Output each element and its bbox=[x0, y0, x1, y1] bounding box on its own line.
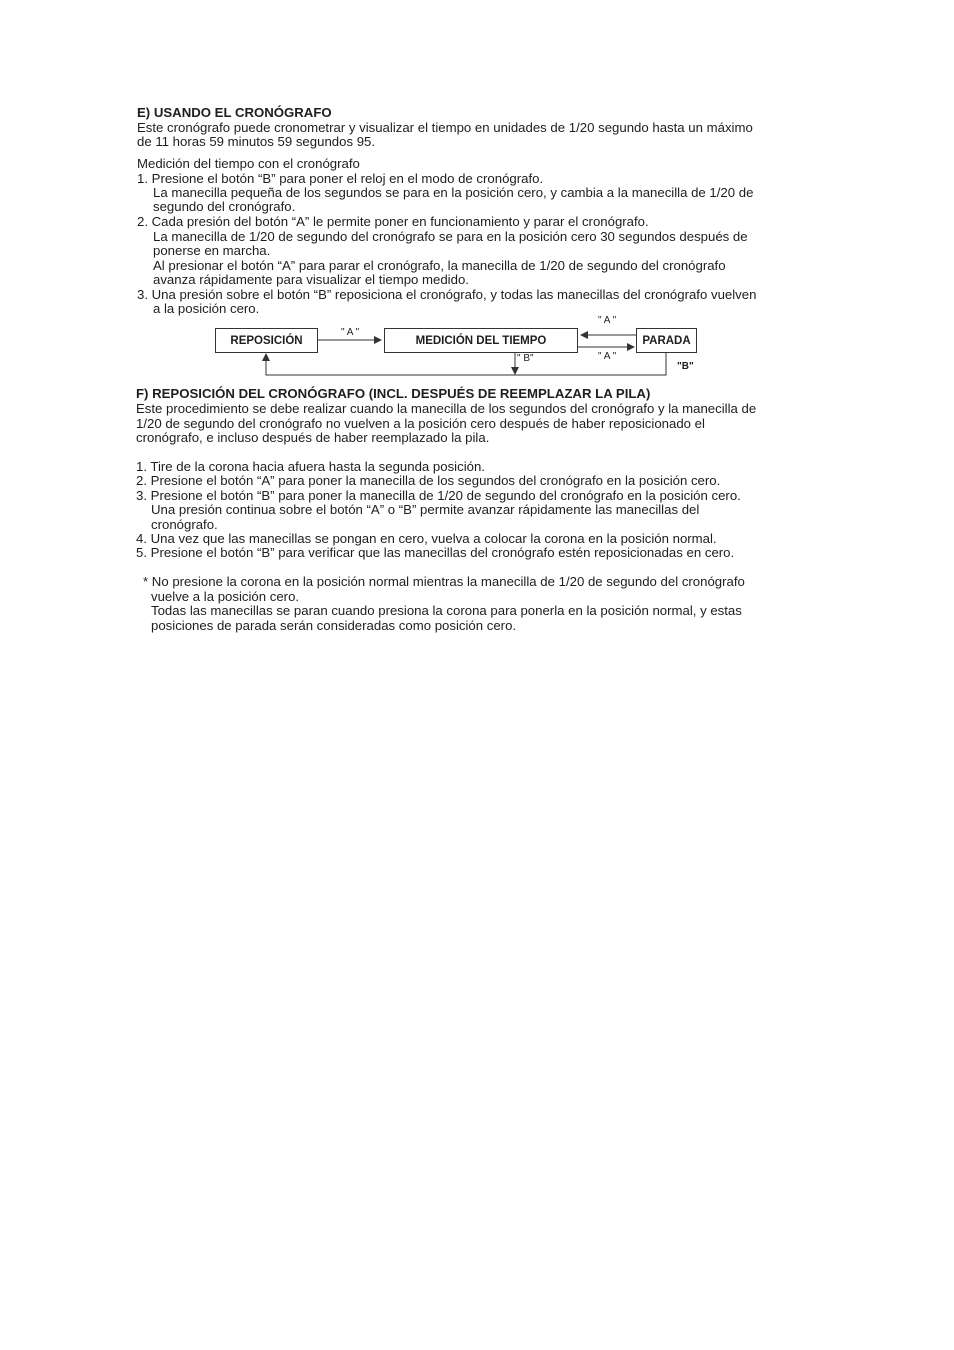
section-e-step-3-detail: a la posición cero. bbox=[153, 301, 260, 316]
box-time-measurement: MEDICIÓN DEL TIEMPO bbox=[384, 328, 578, 353]
section-f-intro-line: 1/20 de segundo del cronógrafo no vuelven a la posición cero después de haber reposicionado el bbox=[136, 416, 705, 431]
label-button-a: " A " bbox=[598, 315, 617, 326]
section-f-note-line: vuelve a la posición cero. bbox=[151, 589, 300, 604]
section-f-note-line: Todas las manecillas se paran cuando presiona la corona para ponerla en la posición normal, y estas bbox=[151, 603, 742, 618]
section-e-step-2: 2. Cada presión del botón “A” le permite poner en funcionamiento y parar el cronógrafo. bbox=[137, 214, 649, 229]
section-e-step-2-detail: avanza rápidamente para visualizar el tiempo medido. bbox=[153, 272, 469, 287]
section-e-step-1: 1. Presione el botón “B” para poner el reloj en el modo de cronógrafo. bbox=[137, 171, 544, 186]
section-e-intro-line: Este cronógrafo puede cronometrar y visualizar el tiempo en unidades de 1/20 segundo hasta un máximo bbox=[137, 120, 753, 135]
section-f-intro-line: cronógrafo, e incluso después de haber reemplazado la pila. bbox=[136, 430, 490, 445]
section-f-note-line: posiciones de parada serán consideradas como posición cero. bbox=[151, 618, 517, 633]
box-reset: REPOSICIÓN bbox=[215, 328, 318, 353]
section-f-step-3-detail: cronógrafo. bbox=[151, 517, 218, 532]
section-f-note: * No presione la corona en la posición normal mientras la manecilla de 1/20 de segundo del cronógrafo bbox=[143, 574, 745, 589]
section-f-heading: F) REPOSICIÓN DEL CRONÓGRAFO (INCL. DESPUÉS DE REEMPLAZAR LA PILA) bbox=[136, 386, 651, 401]
section-f-step-3: 3. Presione el botón “B” para poner la manecilla de 1/20 de segundo del cronógrafo en la posición cero. bbox=[136, 488, 741, 503]
section-e-step-2-detail: ponerse en marcha. bbox=[153, 243, 271, 258]
section-f-step-5: 5. Presione el botón “B” para verificar que las manecillas del cronógrafo estén reposicionadas en cero. bbox=[136, 545, 735, 560]
label-button-a: " A " bbox=[341, 327, 360, 338]
label-button-b: " B" bbox=[517, 353, 534, 364]
label-button-a: " A " bbox=[598, 351, 617, 362]
section-f-step-4: 4. Una vez que las manecillas se pongan en cero, vuelva a colocar la corona en la posición normal. bbox=[136, 531, 717, 546]
section-f-step-3-detail: Una presión continua sobre el botón “A” o “B” permite avanzar rápidamente las manecillas del bbox=[151, 502, 700, 517]
section-f-intro-line: Este procedimiento se debe realizar cuando la manecilla de los segundos del cronógrafo y la manecilla de bbox=[136, 401, 757, 416]
section-e-step-3: 3. Una presión sobre el botón “B” reposiciona el cronógrafo, y todas las manecillas del cronógrafo vuelven bbox=[137, 287, 757, 302]
box-stop: PARADA bbox=[636, 328, 697, 353]
section-e-step-1-detail: segundo del cronógrafo. bbox=[153, 199, 296, 214]
section-e-step-2-detail: Al presionar el botón “A” para parar el cronógrafo, la manecilla de 1/20 de segundo del cronógrafo bbox=[153, 258, 726, 273]
section-e-subheading: Medición del tiempo con el cronógrafo bbox=[137, 156, 360, 171]
section-e-step-1-detail: La manecilla pequeña de los segundos se para en la posición cero, y cambia a la manecilla de 1/20 de bbox=[153, 185, 754, 200]
section-f-step-2: 2. Presione el botón “A” para poner la manecilla de los segundos del cronógrafo en la posición cero. bbox=[136, 473, 721, 488]
section-e-step-2-detail: La manecilla de 1/20 de segundo del cronógrafo se para en la posición cero 30 segundos después de bbox=[153, 229, 748, 244]
section-e-intro-line: de 11 horas 59 minutos 59 segundos 95. bbox=[137, 134, 376, 149]
section-f-step-1: 1. Tire de la corona hacia afuera hasta la segunda posición. bbox=[136, 459, 485, 474]
label-button-b: "B" bbox=[677, 361, 694, 372]
chronograph-state-diagram bbox=[0, 0, 954, 400]
section-e-heading: E) USANDO EL CRONÓGRAFO bbox=[137, 105, 332, 120]
